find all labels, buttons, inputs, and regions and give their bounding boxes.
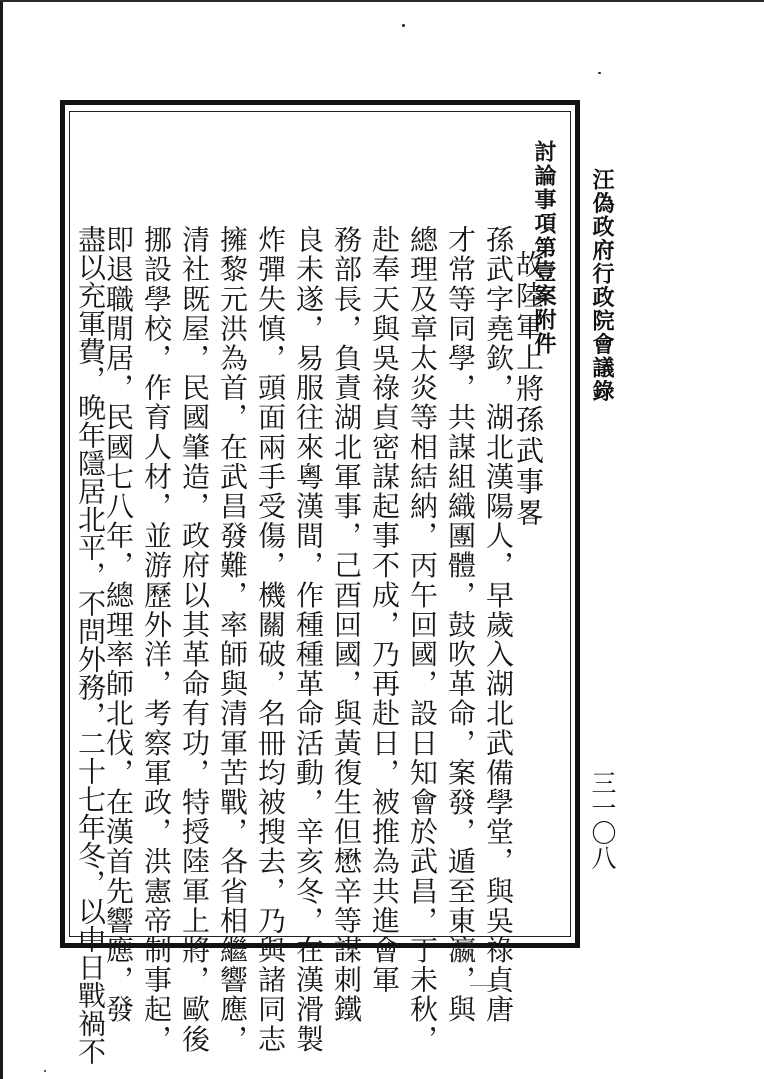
text-column-10: 挪設學校，作育人材，並游歷外洋，考察軍政，洪憲帝制事起， xyxy=(140,225,173,1054)
scan-speck xyxy=(402,24,405,27)
text-column-4: 赴奉天與吳祿貞密謀起事不成，乃再赴日，被推為共進會軍 xyxy=(368,225,401,995)
text-column-2: 才常等同學，共謀組織團體，鼓吹革命，案發，遁至東瀛，與 xyxy=(444,225,477,1025)
book-title: 汪偽政府行政院會議錄 xyxy=(589,168,614,403)
text-column-7: 炸彈失慎，頭面兩手受傷，機關破，名冊均被搜去，乃與諸同志 xyxy=(254,225,287,1054)
scan-edge-top xyxy=(0,0,764,2)
text-column-5: 務部長，負責湖北軍事，己酉回國，與黃復生但懋辛等謀刺鐵 xyxy=(330,225,363,1025)
scan-edge-left xyxy=(0,0,3,1079)
text-column-1: 孫武字堯欽，湖北漢陽人，早歲入湖北武備學堂，與吳祿貞唐 xyxy=(482,225,515,1025)
page-number: 三一〇八 xyxy=(588,770,617,870)
text-column-9: 清社既屋，民國肇造，政府以其革命有功，特授陸軍上將，歐後 xyxy=(178,225,211,1054)
text-column-12: 盡以充軍費，晚年隱居北平，不問外務，二十七年冬，以中日戰禍不 xyxy=(74,225,107,1065)
text-column-8: 擁黎元洪為首，在武昌發難，率師與清軍苦戰，各省相繼響應， xyxy=(216,225,249,1054)
document-subject: 故陸軍上將孫武事畧 xyxy=(512,250,545,529)
scan-speck xyxy=(44,1070,46,1072)
text-column-3: 總理及章太炎等相結納，丙午回國，設日知會於武昌，丁未秋， xyxy=(406,225,439,1054)
section-heading: 討論事項第壹案附件 xyxy=(531,140,557,356)
scan-speck xyxy=(598,72,601,74)
text-column-6: 良未遂，易服往來粵漢間，作種種革命活動，辛亥冬，在漢滑製 xyxy=(292,225,325,1054)
text-column-11: 即退職閒居，民國七八年，總理率師北伐，在漢首先響應，發 xyxy=(102,225,135,1025)
